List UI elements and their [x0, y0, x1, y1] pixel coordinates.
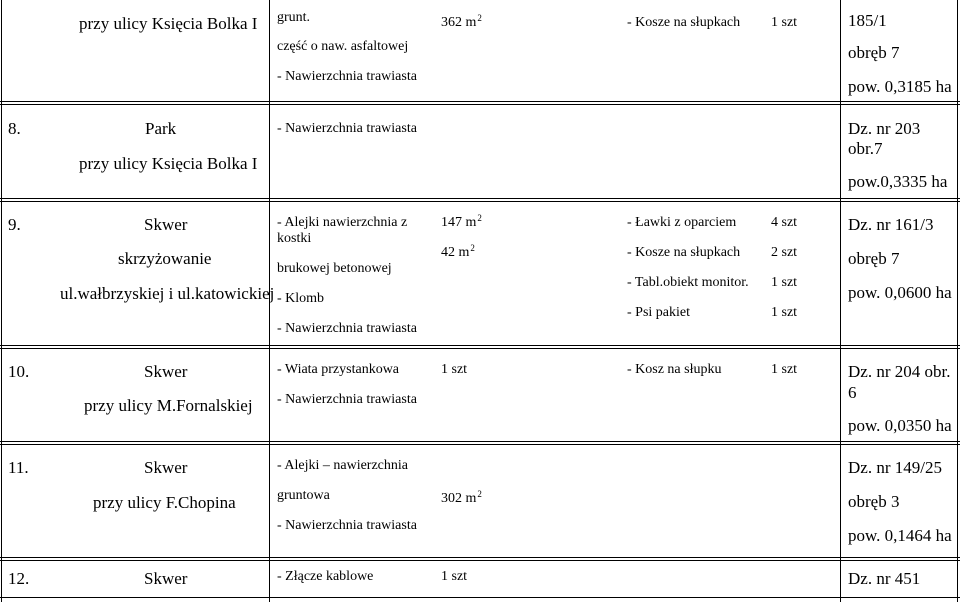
area-value: 302 $m^2$: [441, 489, 482, 506]
equipment-qty: 1 szt: [771, 15, 798, 30]
area-value: 1 szt: [441, 569, 468, 584]
row-divider: [0, 560, 960, 561]
equipment-qty: 1 szt: [771, 362, 798, 377]
table-border-left: [1, 0, 2, 602]
table-border-bottom: [0, 597, 960, 598]
row-number: 11.: [8, 458, 29, 477]
equipment-qty: 1 szt: [771, 305, 798, 320]
surface-line: część o naw. asfaltowej: [277, 39, 409, 54]
plot-line: pow. 0,0600 ha: [848, 283, 952, 302]
equipment-item: - Kosze na słupkach: [627, 245, 741, 260]
surface-line: - Nawierzchnia trawiasta: [277, 321, 417, 336]
equipment-item: - Psi pakiet: [627, 305, 690, 320]
plot-line: 6: [848, 383, 857, 402]
plot-line: pow.0,3335 ha: [848, 172, 948, 191]
surface-line: - Alejki – nawierzchnia: [277, 458, 409, 473]
location-line: przy ulicy Księcia Bolka I: [79, 154, 258, 173]
plot-line: Dz. nr 203: [848, 119, 921, 138]
surface-line: - Nawierzchnia trawiasta: [277, 392, 417, 407]
plot-line: Dz. nr 204 obr.: [848, 362, 951, 381]
row-divider: [0, 444, 960, 445]
location-line: ul.wałbrzyskiej i ul.katowickiej: [60, 284, 275, 303]
surface-line: - Klomb: [277, 291, 325, 306]
equipment-item: - Kosz na słupku: [627, 362, 722, 377]
equipment-qty: 2 szt: [771, 245, 798, 260]
row-number: 12.: [8, 569, 30, 588]
equipment-qty: 4 szt: [771, 215, 798, 230]
column-divider: [840, 0, 841, 602]
plot-line: Dz. nr 161/3: [848, 215, 934, 234]
plot-line: obr.7: [848, 139, 883, 158]
surface-line: - Nawierzchnia trawiasta: [277, 518, 417, 533]
equipment-item: - Kosze na słupkach: [627, 15, 741, 30]
plot-line: pow. 0,0350 ha: [848, 416, 952, 435]
plot-line: Dz. nr 451: [848, 569, 921, 588]
surface-line: - Nawierzchnia trawiasta: [277, 121, 417, 136]
equipment-item: - Ławki z oparciem: [627, 215, 737, 230]
row-number: 8.: [8, 119, 21, 138]
area-value: 42 $m^2$: [441, 243, 475, 260]
table-border-right: [957, 0, 958, 602]
plot-line: obręb 7: [848, 43, 900, 62]
area-value: 362 $m^2$: [441, 13, 482, 30]
location-line: przy ulicy Księcia Bolka I: [79, 14, 258, 33]
location-line: Skwer: [144, 458, 188, 477]
surface-line: grunt.: [277, 10, 311, 25]
row-number: 10.: [8, 362, 30, 381]
plot-line: 185/1: [848, 11, 887, 30]
equipment-item: - Tabl.obiekt monitor.: [627, 275, 749, 290]
location-line: skrzyżowanie: [118, 249, 212, 268]
location-line: Skwer: [144, 362, 188, 381]
plot-line: obręb 7: [848, 249, 900, 268]
row-divider: [0, 201, 960, 202]
area-value: 1 szt: [441, 362, 468, 377]
row-divider: [0, 104, 960, 105]
row-divider: [0, 557, 960, 558]
surface-line: - Wiata przystankowa: [277, 362, 400, 377]
row-divider: [0, 345, 960, 346]
surface-line: brukowej betonowej: [277, 261, 392, 276]
surface-line: - Nawierzchnia trawiasta: [277, 69, 417, 84]
surface-line: gruntowa: [277, 488, 330, 503]
surface-line: - Alejki nawierzchnia z: [277, 215, 408, 230]
plot-line: pow. 0,1464 ha: [848, 526, 952, 545]
row-number: 9.: [8, 215, 21, 234]
equipment-qty: 1 szt: [771, 275, 798, 290]
plot-line: Dz. nr 149/25: [848, 458, 942, 477]
surface-line: - Złącze kablowe: [277, 569, 374, 584]
plot-line: obręb 3: [848, 492, 900, 511]
area-value: 147 $m^2$: [441, 213, 482, 230]
location-line: Skwer: [144, 215, 188, 234]
row-divider: [0, 198, 960, 199]
row-divider: [0, 101, 960, 102]
plot-line: pow. 0,3185 ha: [848, 77, 952, 96]
row-divider: [0, 348, 960, 349]
location-line: Skwer: [144, 569, 188, 588]
location-line: Park: [145, 119, 177, 138]
row-divider: [0, 441, 960, 442]
location-line: przy ulicy F.Chopina: [93, 493, 236, 512]
location-line: przy ulicy M.Fornalskiej: [84, 396, 253, 415]
surface-line: kostki: [277, 231, 312, 246]
